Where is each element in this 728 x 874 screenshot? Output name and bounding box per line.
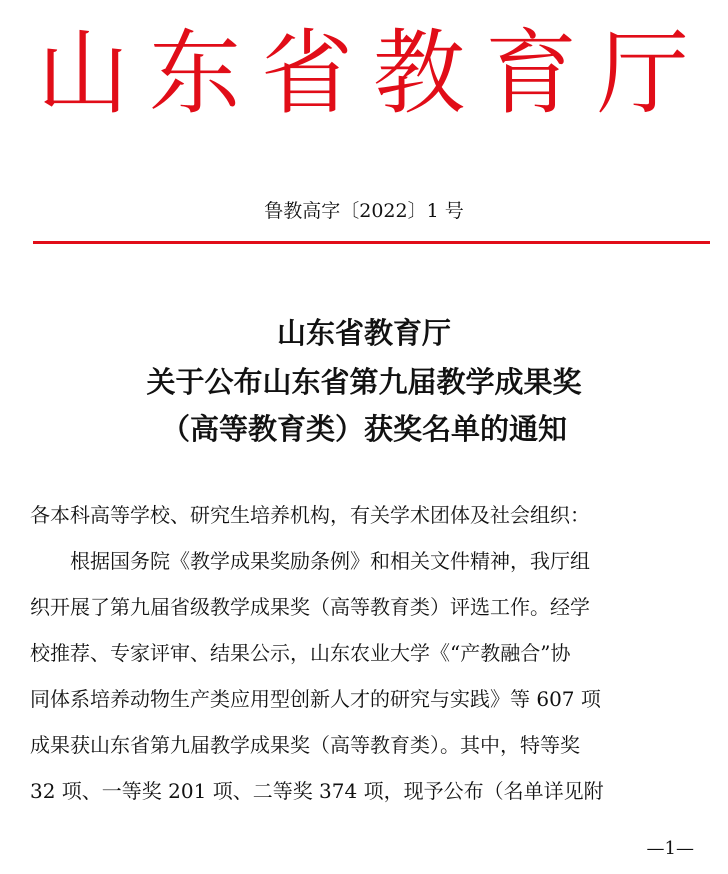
salutation: 各本科高等学校、研究生培养机构，有关学术团体及社会组织：: [30, 503, 590, 527]
paragraph-line: 根据国务院《教学成果奖励条例》和相关文件精神，我厅组: [70, 549, 590, 573]
paragraph-line: 32 项、一等奖 201 项、二等奖 374 项，现予公布（名单详见附: [30, 779, 604, 803]
page-number: —1—: [646, 838, 694, 859]
issuer-masthead: 山东省教育厅: [36, 20, 709, 127]
paragraph-line: 校推荐、专家评审、结果公示，山东农业大学《“产教融合”协: [30, 641, 571, 665]
red-divider-rule: [33, 241, 710, 244]
document-number: 鲁教高字〔2022〕1 号: [264, 200, 464, 222]
paragraph-line: 同体系培养动物生产类应用型创新人才的研究与实践》等 607 项: [30, 687, 601, 711]
paragraph-line: 成果获山东省第九届教学成果奖（高等教育类）。其中，特等奖: [30, 733, 580, 757]
title-line-2: 关于公布山东省第九届教学成果奖: [146, 365, 582, 399]
title-line-1: 山东省教育厅: [276, 316, 451, 350]
title-line-3: （高等教育类）获奖名单的通知: [160, 412, 567, 446]
paragraph-line: 织开展了第九届省级教学成果奖（高等教育类）评选工作。经学: [30, 595, 590, 619]
